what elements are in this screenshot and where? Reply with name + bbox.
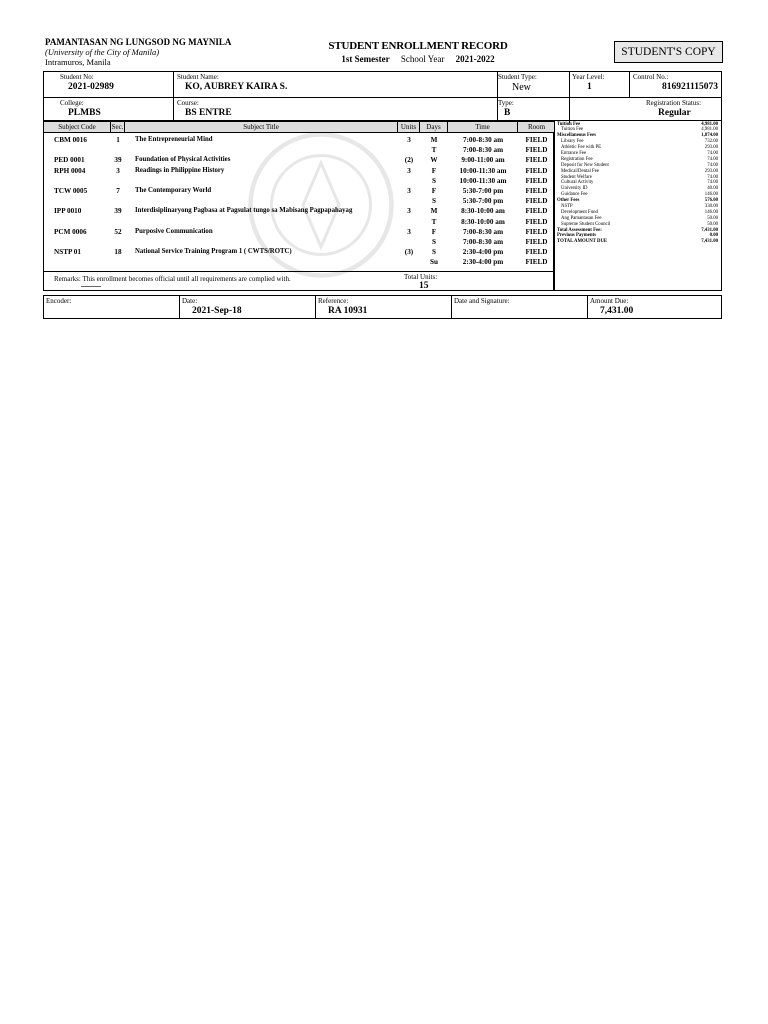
- cell-units: 3: [407, 207, 411, 216]
- fee-amount: 732.00: [704, 139, 718, 145]
- schedule-row: [44, 237, 555, 247]
- fee-name: Total Assessment Fee:: [557, 227, 602, 233]
- col-room: Room: [518, 122, 555, 133]
- cell-room: FIELD: [525, 156, 548, 165]
- col-units: Units: [398, 122, 420, 133]
- fee-name: Tuition Fee: [557, 121, 581, 127]
- fee-amount: 74.00: [707, 150, 718, 156]
- college-cell: [44, 98, 174, 123]
- schedule-row: [44, 166, 555, 176]
- cell-code: IPP 0010: [54, 207, 82, 216]
- fee-amount: 7,431.00: [701, 227, 718, 233]
- fee-amount: 74.00: [707, 156, 718, 162]
- year-level: 1: [587, 82, 592, 92]
- cell-room: FIELD: [525, 136, 548, 144]
- cell-code: CBM 0016: [54, 136, 87, 144]
- date-cell: [180, 296, 316, 318]
- course-label: Course:: [177, 99, 199, 107]
- remarks-underline: [81, 286, 101, 287]
- fee-name: Cultural Activity: [561, 180, 594, 186]
- cell-code: NSTP 01: [54, 248, 81, 257]
- cell-code: PCM 0006: [54, 227, 87, 236]
- date-label: Date:: [182, 297, 198, 305]
- fee-amount: 576.00: [704, 198, 718, 204]
- fee-name: Development Fund: [561, 209, 598, 215]
- record-title: STUDENT ENROLLMENT RECORD: [328, 40, 508, 52]
- cell-room: FIELD: [525, 146, 548, 155]
- fee-rows: [555, 121, 721, 245]
- fee-amount: 74.00: [707, 180, 718, 186]
- signature-label: Date and Signature:: [454, 297, 510, 305]
- cell-title: Readings in Philippine History: [135, 166, 225, 174]
- fee-row: [555, 239, 721, 245]
- cell-room: FIELD: [525, 197, 548, 206]
- school-year-label: School Year: [400, 54, 445, 64]
- cell-day: F: [431, 187, 437, 195]
- student-no-cell: [44, 72, 174, 97]
- cell-time: 8:30-10:00 am: [461, 217, 505, 226]
- cell-day: M: [430, 207, 438, 216]
- year-level-cell: [570, 72, 630, 97]
- schedule-row: [44, 186, 555, 196]
- course: BS ENTRE: [185, 108, 232, 118]
- cell-code: RPH 0004: [54, 166, 86, 175]
- col-days: Days: [420, 122, 448, 133]
- remarks: Remarks: This enrollment becomes official until all requirements are complied with.: [54, 275, 291, 283]
- fee-amount: 74.00: [707, 162, 718, 168]
- encoder-label: Encoder:: [46, 297, 72, 305]
- student-info-box: [43, 71, 722, 121]
- fee-amount: 0.00: [709, 233, 718, 239]
- cell-time: 7:00-8:30 am: [462, 227, 504, 236]
- cell-room: FIELD: [525, 238, 548, 246]
- course-cell: [174, 98, 498, 123]
- fee-name: Registration Fee: [561, 156, 593, 162]
- cell-code: TCW 0005: [54, 187, 88, 195]
- fee-name: Deposit for New Student: [561, 162, 609, 168]
- university-name: PAMANTASAN NG LUNGSOD NG MAYNILA: [45, 37, 232, 47]
- schedule-row: [44, 176, 555, 186]
- cell-time: 5:30-7:00 pm: [462, 197, 504, 206]
- fee-name: Ang Pamantasan Fee: [561, 215, 602, 221]
- col-time: Time: [448, 122, 518, 133]
- university-header: [45, 37, 231, 67]
- fee-amount: 7,431.00: [701, 239, 718, 245]
- cell-units: 3: [407, 166, 411, 175]
- fee-amount: 330.00: [704, 203, 718, 209]
- registration-status-label: Registration Status:: [646, 99, 702, 107]
- col-section: Sec.: [111, 123, 124, 131]
- total-units-label: Total Units:: [404, 273, 438, 281]
- schedule-row: [44, 227, 555, 237]
- record-title-block: [300, 40, 536, 66]
- cell-units: 3: [407, 136, 411, 144]
- fee-amount: 4,981.00: [701, 121, 718, 127]
- cell-sec: 3: [116, 166, 120, 175]
- cell-code: PED 0001: [54, 156, 85, 165]
- cell-time: 5:30-7:00 pm: [462, 187, 504, 195]
- cell-sec: 52: [114, 227, 122, 236]
- schedule-table: [43, 121, 554, 291]
- amount-due-label: Amount Due:: [590, 297, 629, 305]
- type: B: [504, 108, 511, 118]
- cell-room: FIELD: [525, 217, 548, 226]
- cell-title: The Entrepreneurial Mind: [135, 136, 213, 143]
- reference-label: Reference:: [318, 297, 349, 305]
- reference-cell: [316, 296, 452, 318]
- student-type: New: [512, 82, 531, 93]
- fee-name: University ID: [561, 186, 588, 192]
- student-no: 2021-02989: [68, 82, 114, 92]
- student-name: KO, AUBREY KAIRA S.: [185, 82, 288, 92]
- fee-amount: 40.00: [707, 186, 718, 192]
- control-no: 816921115073: [662, 82, 718, 92]
- fee-amount: 146.00: [704, 192, 718, 198]
- schedule-row: [44, 196, 555, 206]
- schedule-row: [44, 145, 555, 155]
- fees-box: [554, 120, 722, 291]
- signature-cell: [452, 296, 588, 318]
- fee-amount: 74.00: [707, 174, 718, 180]
- cell-room: FIELD: [525, 166, 548, 175]
- control-no-cell: [630, 72, 723, 97]
- college-label: College:: [60, 99, 84, 107]
- cell-time: 2:30-4:00 pm: [462, 258, 504, 267]
- schedule-row: [44, 247, 555, 257]
- info-row-1: [44, 72, 721, 97]
- fee-name: Supreme Student Council: [561, 221, 611, 227]
- cell-title: Foundation of Physical Activities: [135, 156, 231, 164]
- cell-day: T: [431, 217, 437, 226]
- cell-time: 9:00-11:00 am: [461, 156, 505, 165]
- university-name-english: (University of the City of Manila): [45, 47, 160, 57]
- fee-name: Medical/Dental Fee: [561, 168, 599, 174]
- cell-units: 3: [407, 187, 411, 195]
- registration-status: Regular: [658, 108, 691, 118]
- student-name-cell: [174, 72, 498, 97]
- date: 2021-Sep-18: [192, 306, 242, 316]
- cell-day: S: [432, 176, 436, 185]
- type-label: Type:: [498, 99, 514, 107]
- control-no-label: Control No.:: [633, 73, 669, 81]
- cell-time: 7:00-8:30 am: [462, 136, 504, 144]
- copy-label: STUDENT'S COPY: [614, 41, 723, 63]
- cell-room: FIELD: [525, 258, 548, 267]
- cell-time: 2:30-4:00 pm: [462, 248, 504, 257]
- student-no-label: Student No:: [60, 73, 94, 81]
- cell-day: S: [432, 197, 436, 206]
- cell-room: FIELD: [525, 227, 548, 236]
- amount-due-cell: [588, 296, 723, 318]
- total-units: 15: [419, 281, 429, 291]
- remarks-row: [44, 271, 555, 293]
- cell-day: F: [431, 227, 437, 236]
- fee-amount: 293.00: [704, 168, 718, 174]
- fee-name: Athletic Fee with PE: [561, 145, 602, 151]
- cell-day: W: [430, 156, 438, 165]
- university-address: Intramuros, Manila: [45, 57, 111, 67]
- cell-room: FIELD: [525, 187, 548, 195]
- fee-name: Student Welfare: [561, 174, 592, 180]
- cell-time: 7:00-8:30 am: [462, 238, 504, 246]
- fee-name: Entrance Fee: [561, 150, 587, 156]
- student-type-cell: [498, 72, 570, 97]
- fee-amount: 1,874.00: [701, 133, 718, 139]
- cell-sec: 7: [116, 187, 120, 195]
- col-subject-title: Subject Title: [125, 122, 398, 133]
- cell-title: Purposive Communication: [135, 227, 213, 235]
- fee-name: Guidance Fee: [561, 192, 588, 198]
- fee-name: TOTAL AMOUNT DUE: [557, 239, 608, 245]
- schedule-row: [44, 206, 555, 216]
- cell-units: (2): [404, 156, 414, 165]
- year-level-label: Year Level:: [572, 73, 605, 81]
- fee-name: Other Fees: [557, 198, 580, 204]
- cell-units: 3: [407, 227, 411, 236]
- fee-amount: 50.00: [707, 215, 718, 221]
- cell-time: 10:00-11:30 am: [459, 166, 507, 175]
- cell-day: F: [431, 166, 437, 175]
- semester-line: [300, 53, 536, 66]
- fee-amount: 4,981.00: [701, 127, 718, 133]
- fee-amount: 146.00: [704, 209, 718, 215]
- schedule-row: [44, 135, 555, 145]
- fee-name: NSTP: [561, 203, 573, 209]
- cell-title: National Service Training Program 1 ( CWTS/ROTC): [135, 248, 292, 256]
- cell-day: Su: [430, 258, 438, 267]
- cell-time: 10:00-11:30 am: [459, 176, 507, 185]
- cell-day: S: [432, 238, 436, 246]
- cell-time: 7:00-8:30 am: [462, 146, 504, 155]
- semester: 1st Semester: [341, 54, 390, 64]
- schedule-row: [44, 217, 555, 227]
- cell-sec: 18: [114, 248, 122, 257]
- fee-name: Previous Payments: [557, 233, 596, 239]
- cell-day: T: [431, 146, 437, 155]
- cell-room: FIELD: [525, 176, 548, 185]
- cell-sec: 39: [114, 207, 122, 216]
- fee-name: Miscellaneous Fees: [557, 133, 597, 139]
- schedule-row: [44, 257, 555, 267]
- cell-day: S: [432, 248, 436, 257]
- encoder-cell: [44, 296, 180, 318]
- cell-room: FIELD: [525, 207, 548, 216]
- cell-day: M: [430, 136, 438, 144]
- cell-room: FIELD: [525, 248, 548, 257]
- student-name-label: Student Name:: [177, 73, 219, 81]
- cell-title: Interdisiplinaryong Pagbasa at Pagsulat tungo sa Mabisang Pagpapahayag: [135, 207, 353, 215]
- fee-amount: 50.00: [707, 221, 718, 227]
- amount-due: 7,431.00: [600, 306, 634, 316]
- reference: RA 10931: [328, 306, 368, 316]
- student-type-label: Student Type:: [498, 73, 537, 81]
- college: PLMBS: [68, 108, 101, 118]
- fee-name: Library Fee: [561, 139, 584, 145]
- footer-box: [43, 295, 722, 319]
- col-subject-code: Subject Code: [44, 122, 111, 133]
- schedule-row: [44, 155, 555, 165]
- cell-time: 8:30-10:00 am: [461, 207, 505, 216]
- cell-title: The Contemporary World: [135, 187, 212, 194]
- school-year: 2021-2022: [455, 54, 495, 64]
- cell-units: (3): [404, 248, 414, 257]
- fee-name: Tuition Fee: [561, 127, 584, 133]
- cell-sec: 39: [114, 156, 122, 165]
- cell-sec: 1: [116, 136, 120, 144]
- fee-amount: 293.00: [704, 145, 718, 151]
